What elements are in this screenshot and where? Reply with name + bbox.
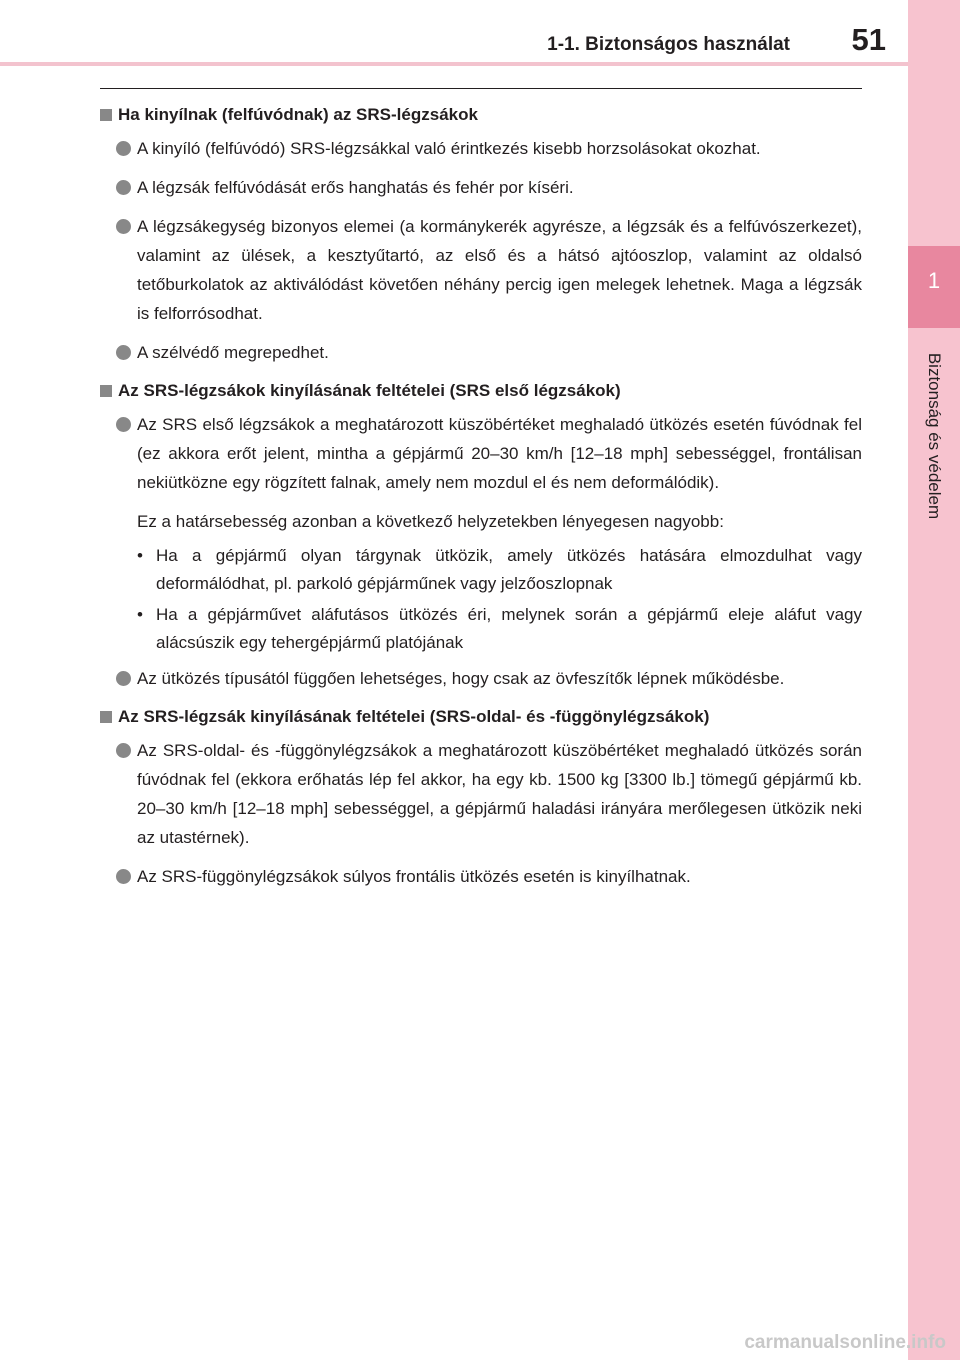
chapter-number: 1: [927, 268, 941, 293]
square-bullet-icon: [100, 385, 112, 397]
side-tab: [908, 0, 960, 1360]
section-heading: Az SRS-légzsákok kinyílásának feltételei (SRS első légzsákok): [100, 377, 862, 404]
list-item: Az SRS-oldal- és -függönylégzsákok a meghatározott küszöbértéket meghaladó ütközés során fúvódnak fel (ekkora erőhatás lép fel akkor, ha egy kb. 1500 kg [3300 lb.] tömegű gépjármű kb. 20–30 km/h [12–18 mph] sebességgel, a gépjármű haladási irányára merőlegesen ütközik neki az utastérnek).: [100, 736, 862, 852]
header-band: [0, 62, 908, 66]
list-item: A kinyíló (felfúvódó) SRS-légzsákkal való érintkezés kisebb horzsolásokat okozhat.: [100, 134, 862, 163]
list-item: A légzsákegység bizonyos elemei (a kormánykerék agyrésze, a légzsák és a felfúvószerkezet), valamint az ülések, a kesztyűtartó, az első és a hátsó ajtóoszlop, valamint az oldalsó tetőburkolatok az aktiválódást követően néhány percig igen melegek lehetnek. Maga a légzsák is felforrósodhat.: [100, 212, 862, 328]
section-heading: Az SRS-légzsák kinyílásának feltételei (SRS-oldal- és -függönylégzsákok): [100, 703, 862, 730]
round-bullet-icon: [116, 219, 131, 234]
small-dot-icon: •: [137, 546, 143, 565]
list-item: A szélvédő megrepedhet.: [100, 338, 862, 367]
sub-list-item: • Ha a gépjármű olyan tárgynak ütközik, amely ütközés hatására elmozdulhat vagy deformálódhat, pl. parkoló gépjárműnek vagy jelzőoszlopnak: [100, 542, 862, 598]
round-bullet-icon: [116, 671, 131, 686]
small-dot-icon: •: [137, 605, 143, 624]
section-title: 1-1. Biztonságos használat: [547, 34, 790, 55]
square-bullet-icon: [100, 109, 112, 121]
sub-list-item: • Ha a gépjárművet aláfutásos ütközés éri, melynek során a gépjármű eleje aláfut vagy alácsúszik egy tehergépjármű platójának: [100, 601, 862, 657]
footer-watermark: carmanualsonline.info: [744, 1332, 946, 1353]
round-bullet-icon: [116, 180, 131, 195]
page-content: [100, 101, 862, 901]
square-bullet-icon: [100, 711, 112, 723]
list-item: Az SRS első légzsákok a meghatározott küszöbértéket meghaladó ütközés esetén fúvódnak fel (ez akkora erőt jelent, mintha a gépjármű 20–30 km/h [12–18 mph] sebességgel, frontálisan nekiütközne egy rögzített falnak, amely nem mozdul el és nem deformálódik).: [100, 410, 862, 497]
round-bullet-icon: [116, 141, 131, 156]
round-bullet-icon: [116, 417, 131, 432]
round-bullet-icon: [116, 869, 131, 884]
paragraph: Ez a határsebesség azonban a következő helyzetekben lényegesen nagyobb:: [137, 512, 724, 531]
list-item: A légzsák felfúvódását erős hanghatás és fehér por kíséri.: [100, 173, 862, 202]
round-bullet-icon: [116, 345, 131, 360]
section-heading: Ha kinyílnak (felfúvódnak) az SRS-légzsákok: [100, 101, 862, 128]
list-item: Az ütközés típusától függően lehetséges, hogy csak az övfeszítők lépnek működésbe.: [100, 664, 862, 693]
page-number: 51: [851, 22, 886, 57]
list-item: Az SRS-függönylégzsákok súlyos frontális ütközés esetén is kinyílhatnak.: [100, 862, 862, 891]
header-rule: [100, 88, 862, 89]
round-bullet-icon: [116, 743, 131, 758]
chapter-label: Biztonság és védelem: [925, 352, 944, 520]
